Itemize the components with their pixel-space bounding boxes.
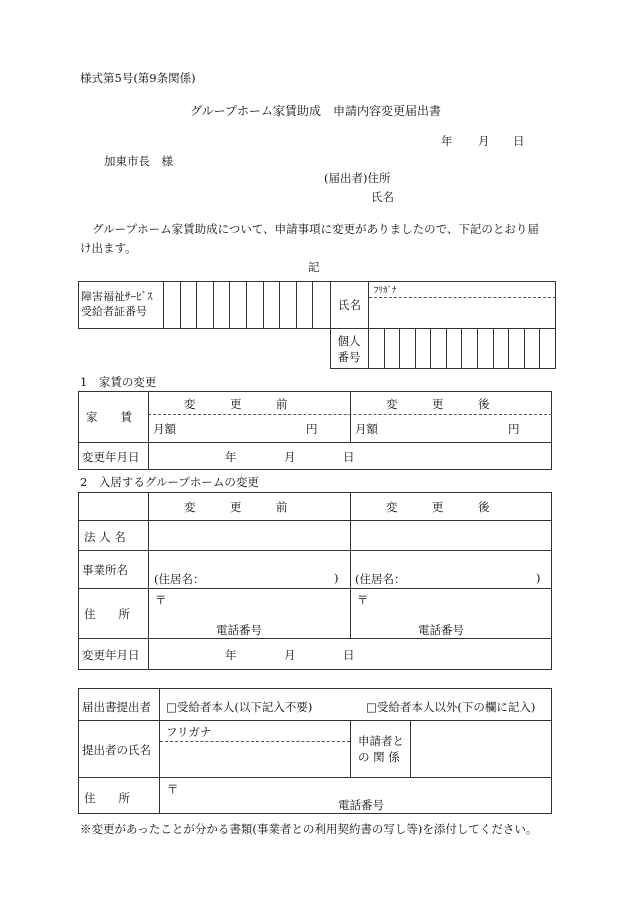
cert-digit-cell[interactable] [164, 281, 181, 329]
cert-number-label: 障害福祉ｻｰﾋﾞｽ 受給者証番号 [78, 281, 164, 329]
rent-after-yen: 円 [508, 422, 520, 436]
gh-address-label: 住 所 [84, 607, 130, 621]
residence-before-close: ) [334, 571, 339, 585]
addressee: 加東市長 様 [104, 154, 173, 168]
office-name-label: 事業所名 [82, 563, 128, 577]
date-month: 月 [478, 134, 490, 148]
gh-change-year: 年 [225, 648, 237, 662]
rent-after-header: 変 更 後 [386, 397, 490, 411]
gh-before-header: 変 更 前 [184, 500, 288, 514]
personal-digit-cell[interactable] [540, 329, 556, 369]
cert-digit-cell[interactable] [313, 281, 330, 329]
submitter-postal: 〒 [167, 782, 179, 796]
furigana-label: ﾌﾘｶﾞﾅ [374, 286, 397, 296]
ki-label: 記 [308, 260, 320, 274]
intro-line-2: け出ます。 [80, 241, 137, 255]
option-other-checkbox[interactable]: □受給者本人以外(下の欄に記入) [366, 700, 536, 714]
personal-digit-cell[interactable] [478, 329, 494, 369]
cert-digit-cell[interactable] [264, 281, 281, 329]
cert-digit-cell[interactable] [280, 281, 297, 329]
personal-number-label: 個人 番号 [330, 329, 369, 369]
cert-digit-cell[interactable] [297, 281, 314, 329]
intro-line-1: グループホーム家賃助成について、申請事項に変更がありましたので、下記のとおり届 [92, 222, 539, 236]
footnote: ※変更があったことが分かる書類(事業者との利用契約書の写し等)を添付してください。 [80, 822, 538, 836]
gh-before-phone: 電話番号 [216, 623, 262, 637]
personal-digit-cell[interactable] [400, 329, 416, 369]
submitter-furigana-label: フリガナ [166, 725, 212, 739]
section2-heading: 2 入居するグループホームの変更 [80, 475, 259, 489]
residence-before-open: (住居名： [154, 572, 205, 586]
residence-after-open: (住居名： [355, 572, 406, 586]
personal-digit-cell[interactable] [369, 329, 385, 369]
gh-before-postal: 〒 [155, 593, 167, 607]
personal-digit-cell[interactable] [416, 329, 432, 369]
gh-after-postal: 〒 [357, 593, 369, 607]
section1-heading: 1 家賃の変更 [80, 375, 157, 389]
notifier-address-label: (届出者)住所 [324, 171, 391, 185]
residence-after-close: ) [536, 571, 541, 585]
gh-change-month: 月 [284, 648, 296, 662]
submitter-name-label: 提出者の氏名 [82, 743, 151, 757]
rent-change-date-label: 変更年月日 [82, 450, 140, 464]
cert-digit-cell[interactable] [197, 281, 214, 329]
relation-label: 申請者と の 関 係 [358, 734, 404, 764]
rent-before-header: 変 更 前 [184, 397, 288, 411]
personal-digit-cell[interactable] [525, 329, 541, 369]
name-label: 氏名 [330, 281, 369, 329]
rent-change-day: 日 [343, 450, 355, 464]
rent-before-yen: 円 [306, 422, 318, 436]
personal-digit-cell[interactable] [463, 329, 479, 369]
gh-change-date-label: 変更年月日 [82, 648, 140, 662]
cert-digit-cell[interactable] [247, 281, 264, 329]
form-title: グループホーム家賃助成 申請内容変更届出書 [190, 104, 442, 118]
date-day: 日 [513, 134, 525, 148]
cert-digit-cell[interactable] [181, 281, 198, 329]
submitter-label: 届出書提出者 [82, 700, 151, 714]
submitter-address-label: 住 所 [84, 791, 130, 805]
option-self-checkbox[interactable]: □受給者本人(以下記入不要) [166, 700, 313, 714]
rent-after-monthly: 月額 [355, 422, 378, 436]
personal-digit-cell[interactable] [385, 329, 401, 369]
rent-change-year: 年 [225, 450, 237, 464]
date-year: 年 [441, 134, 453, 148]
form-number: 様式第5号(第9条関係) [80, 71, 196, 85]
notifier-name-label: 氏名 [371, 190, 394, 204]
cert-digit-cell[interactable] [214, 281, 231, 329]
rent-before-monthly: 月額 [153, 422, 176, 436]
personal-digit-cell[interactable] [494, 329, 510, 369]
personal-digit-cell[interactable] [509, 329, 525, 369]
gh-change-day: 日 [343, 648, 355, 662]
cert-digit-cell[interactable] [230, 281, 247, 329]
gh-after-header: 変 更 後 [386, 500, 490, 514]
rent-change-month: 月 [284, 450, 296, 464]
rent-label: 家 賃 [86, 410, 132, 424]
corp-name-label: 法 人 名 [84, 530, 126, 544]
name-field[interactable] [369, 298, 556, 329]
personal-digit-cell[interactable] [447, 329, 463, 369]
gh-after-phone: 電話番号 [418, 623, 464, 637]
submitter-phone: 電話番号 [338, 798, 384, 812]
personal-digit-cell[interactable] [431, 329, 447, 369]
